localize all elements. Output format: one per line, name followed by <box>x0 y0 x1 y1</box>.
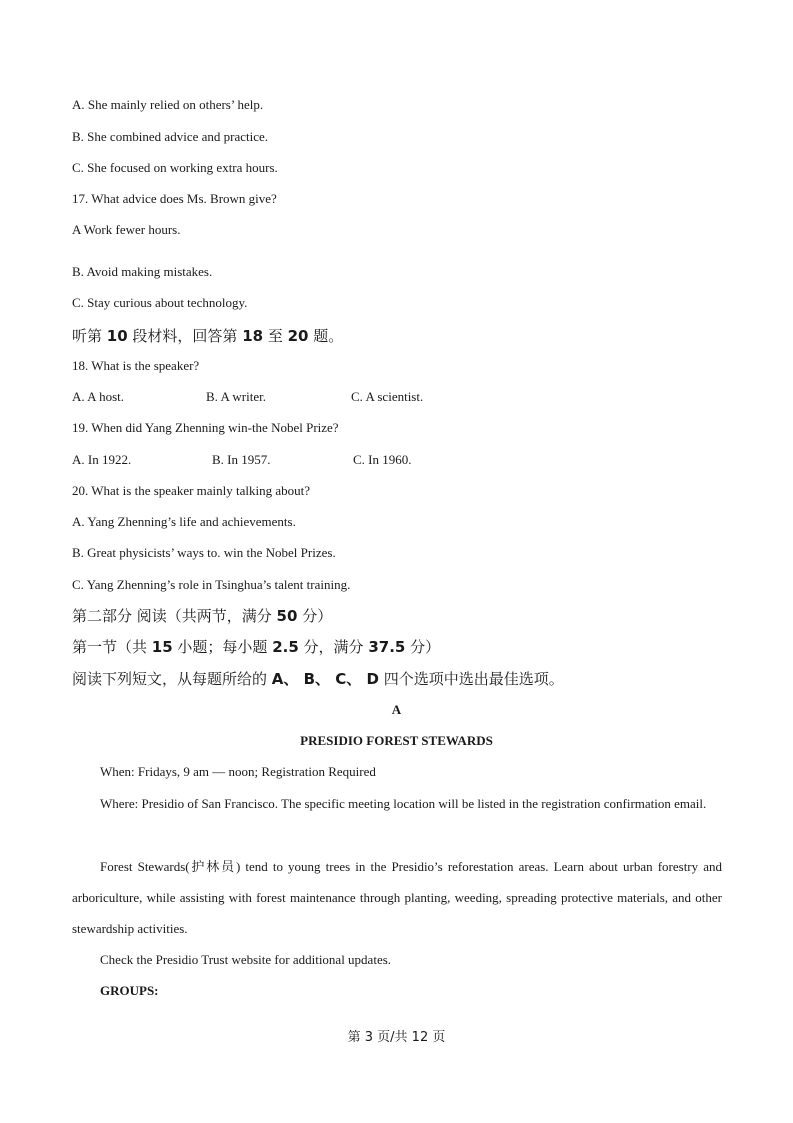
q16-option-c: C. She focused on working extra hours. <box>72 160 278 175</box>
section10-instruction: 听第 10 段材料，回答第 18 至 20 题。 <box>72 327 344 345</box>
passage-stewards: Forest Stewards(护林员) tend to young trees in the Presidio’s reforestation areas. Learn about urban forestry and arboriculture, while assisting with forest maintenance through planting, weeding, spreading protective materials, and other stewardship activities. <box>72 859 722 936</box>
passage-groups: GROUPS: <box>100 983 159 998</box>
q20-option-a: A. Yang Zhenning’s life and achievements. <box>72 514 296 529</box>
q17-option-a: A Work fewer hours. <box>72 222 181 237</box>
passage-check: Check the Presidio Trust website for additional updates. <box>100 952 392 967</box>
q17-question: 17. What advice does Ms. Brown give? <box>72 191 277 206</box>
q17-option-b: B. Avoid making mistakes. <box>72 264 213 279</box>
section1-heading: 第一节（共 15 小题；每小题 2.5 分，满分 37.5 分） <box>72 638 441 656</box>
reading-instruction: 阅读下列短文，从每题所给的 A、 B、 C、 D 四个选项中选出最佳选项。 <box>72 670 564 688</box>
q18-option-c: C. A scientist. <box>351 389 424 404</box>
q20-option-b: B. Great physicists’ ways to. win the Nobel Prizes. <box>72 545 336 560</box>
q20-question: 20. What is the speaker mainly talking about? <box>72 483 311 498</box>
q19-options <box>72 452 412 468</box>
q20-option-c: C. Yang Zhenning’s role in Tsinghua’s talent training. <box>72 577 351 592</box>
part2-heading: 第二部分 阅读（共两节，满分 50 分） <box>72 607 333 625</box>
q16-option-a: A. She mainly relied on others’ help. <box>72 97 264 112</box>
passage-when: When: Fridays, 9 am — noon; Registration Required <box>100 764 376 779</box>
passage-where: Where: Presidio of San Francisco. The specific meeting location will be listed in the registration confirmation email. <box>100 796 707 811</box>
q18-options <box>72 389 423 405</box>
q16-option-b: B. She combined advice and practice. <box>72 129 269 144</box>
q17-option-c: C. Stay curious about technology. <box>72 295 248 310</box>
q19-option-b: B. In 1957. <box>212 452 271 467</box>
q18-question: 18. What is the speaker? <box>72 358 200 373</box>
passage-title: PRESIDIO FOREST STEWARDS <box>300 733 493 748</box>
q18-option-a: A. A host. <box>72 389 125 404</box>
passage-letter: A <box>391 702 402 717</box>
q18-option-b: B. A writer. <box>206 389 266 404</box>
page-footer: 第 3 页/共 12 页 <box>347 1030 446 1045</box>
q19-option-a: A. In 1922. <box>72 452 132 467</box>
q19-option-c: C. In 1960. <box>353 452 412 467</box>
q19-question: 19. When did Yang Zhenning win-the Nobel Prize? <box>72 420 339 435</box>
